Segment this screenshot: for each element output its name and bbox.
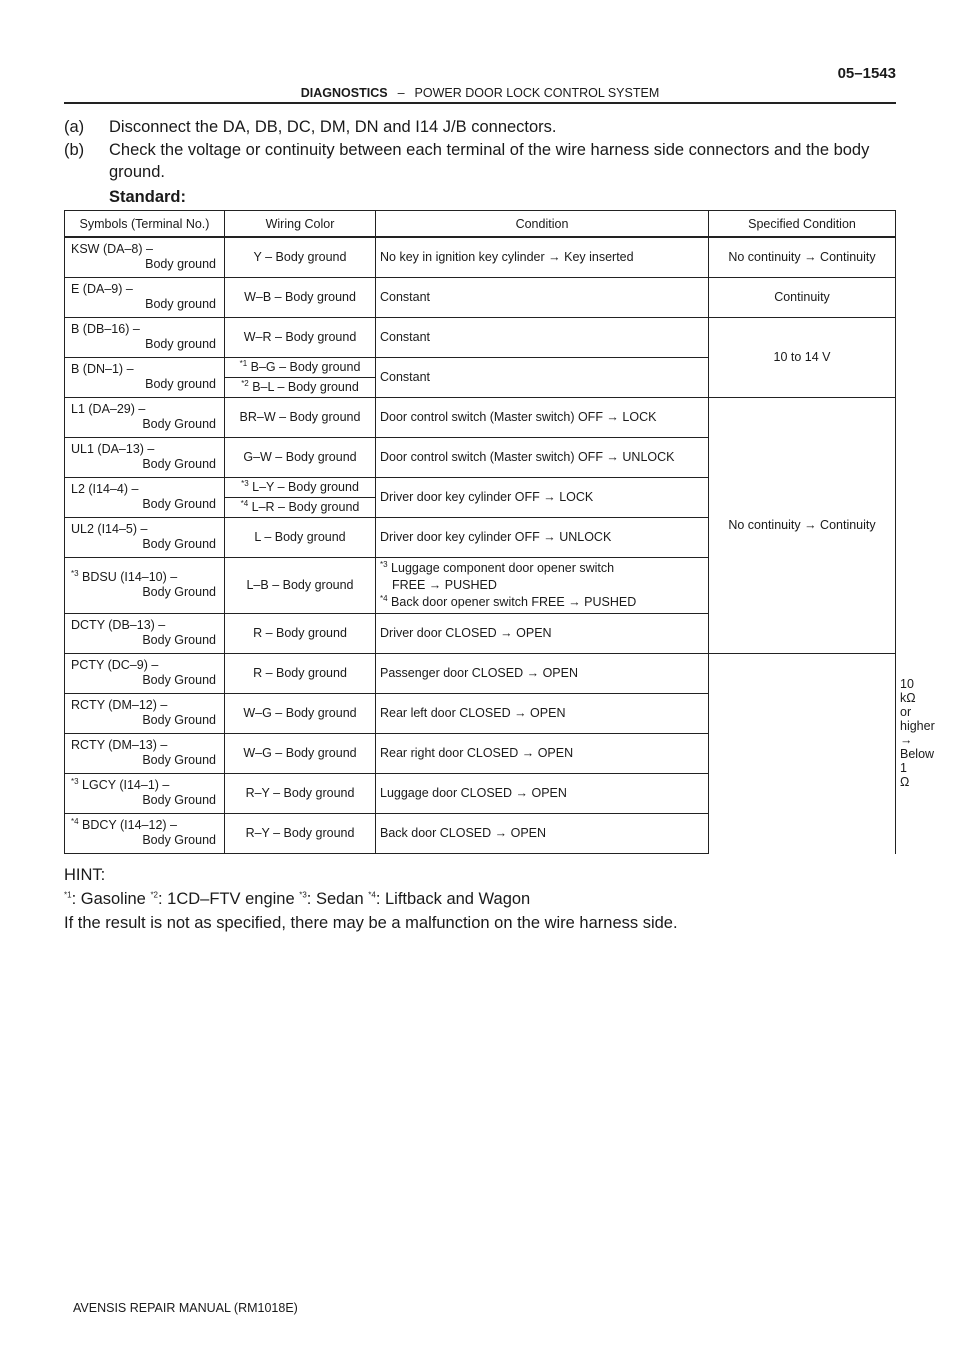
condition-cell: Back door CLOSED → OPEN	[376, 813, 709, 853]
symbol-cell: E (DA–9) – Body ground	[65, 277, 225, 317]
symbol-cell: UL2 (I14–5) – Body Ground	[65, 517, 225, 557]
step-a-text: Disconnect the DA, DB, DC, DM, DN and I14 J/B connectors.	[109, 118, 557, 136]
col-header-wiring: Wiring Color	[225, 211, 376, 238]
condition-cell: Door control switch (Master switch) OFF → LOCK	[376, 397, 709, 437]
header-subsection: POWER DOOR LOCK CONTROL SYSTEM	[414, 86, 660, 100]
wiring-cell: $^{*4}$ L–R – Body ground	[225, 497, 376, 517]
wiring-cell: Y – Body ground	[225, 237, 376, 277]
standard-label: Standard:	[109, 188, 187, 206]
condition-cell: Driver door CLOSED → OPEN	[376, 613, 709, 653]
spec-cell: 10 to 14 V	[709, 317, 896, 397]
hint-text: If the result is not as specified, there may be a malfunction on the wire harness side.	[64, 914, 678, 932]
col-header-symbols: Symbols (Terminal No.)	[65, 211, 225, 238]
symbol-cell: L2 (I14–4) – Body Ground	[65, 477, 225, 517]
table-row	[65, 733, 896, 773]
wiring-cell: $^{*2}$ B–L – Body ground	[225, 377, 376, 397]
condition-cell: Driver door key cylinder OFF → LOCK	[376, 477, 709, 517]
hint-block	[64, 863, 678, 935]
symbol-cell: DCTY (DB–13) – Body Ground	[65, 613, 225, 653]
col-header-specified: Specified Condition	[709, 211, 896, 238]
condition-cell: Constant	[376, 317, 709, 357]
symbol-cell: RCTY (DM–13) – Body Ground	[65, 733, 225, 773]
spec-cell: No continuity → Continuity	[709, 237, 896, 277]
table-row	[65, 653, 896, 693]
header-title	[64, 86, 896, 100]
table-row	[65, 773, 896, 813]
page-number: 05–1543	[837, 65, 896, 82]
page-footer: AVENSIS REPAIR MANUAL (RM1018E)	[73, 1301, 298, 1315]
condition-cell: Rear right door CLOSED → OPEN	[376, 733, 709, 773]
wiring-cell: R–Y – Body ground	[225, 813, 376, 853]
table-row	[65, 693, 896, 733]
table-row	[65, 813, 896, 853]
step-b	[64, 139, 904, 205]
wiring-cell: L–B – Body ground	[225, 557, 376, 613]
condition-cell: Driver door key cylinder OFF → UNLOCK	[376, 517, 709, 557]
wiring-cell: L – Body ground	[225, 517, 376, 557]
wiring-cell: $^{*3}$ L–Y – Body ground	[225, 477, 376, 497]
header-section: DIAGNOSTICS	[300, 86, 388, 100]
symbol-cell: KSW (DA–8) – Body ground	[65, 237, 225, 277]
symbol-cell: $^{*3}$ LGCY (I14–1) – Body Ground	[65, 773, 225, 813]
spec-cell: No continuity → Continuity	[709, 397, 896, 653]
hint-footnotes: $^{*1}$: Gasoline $^{*2}$: 1CD–FTV engine $^{*3}$: Sedan $^{*4}$: Liftback and Wagon	[64, 890, 531, 908]
symbol-cell: L1 (DA–29) – Body Ground	[65, 397, 225, 437]
step-a-label: (a)	[64, 118, 85, 136]
wiring-cell: G–W – Body ground	[225, 437, 376, 477]
step-b-text: Check the voltage or continuity between each terminal of the wire harness side connectors and the body ground.	[109, 141, 870, 181]
wiring-cell: W–G – Body ground	[225, 693, 376, 733]
table-row	[65, 317, 896, 357]
wiring-cell: W–G – Body ground	[225, 733, 376, 773]
wiring-cell: W–R – Body ground	[225, 317, 376, 357]
step-a	[64, 116, 904, 138]
table-row: DCTY (DB–13) – Body Ground R – Body ground Driver door CLOSED → OPEN 10 kΩ or higher → Below 1 Ω	[65, 613, 896, 653]
header-separator: –	[397, 86, 405, 100]
wiring-cell: W–B – Body ground	[225, 277, 376, 317]
symbol-cell: B (DB–16) – Body ground	[65, 317, 225, 357]
wiring-cell: R – Body ground	[225, 613, 376, 653]
table-header-row	[65, 211, 896, 238]
wiring-cell: R – Body ground	[225, 653, 376, 693]
wiring-cell: BR–W – Body ground	[225, 397, 376, 437]
wiring-cell: $^{*1}$ B–G – Body ground	[225, 357, 376, 377]
condition-cell: Rear left door CLOSED → OPEN	[376, 693, 709, 733]
symbol-cell: $^{*4}$ BDCY (I14–12) – Body Ground	[65, 813, 225, 853]
spec-cell: Continuity	[709, 277, 896, 317]
wiring-cell: R–Y – Body ground	[225, 773, 376, 813]
symbol-cell: RCTY (DM–12) – Body Ground	[65, 693, 225, 733]
condition-cell: No key in ignition key cylinder → Key inserted	[376, 237, 709, 277]
table-row	[65, 397, 896, 437]
condition-cell: $^{*3}$ Luggage component door opener switch FREE → PUSHED $^{*4}$ Back door opener switch FREE → PUSHED	[376, 557, 709, 613]
condition-cell: Passenger door CLOSED → OPEN	[376, 653, 709, 693]
spec-table	[64, 210, 935, 854]
page-header	[64, 84, 896, 104]
step-b-label: (b)	[64, 141, 85, 159]
condition-cell: Constant	[376, 277, 709, 317]
symbol-cell: UL1 (DA–13) – Body Ground	[65, 437, 225, 477]
condition-cell: Door control switch (Master switch) OFF → UNLOCK	[376, 437, 709, 477]
symbol-cell: PCTY (DC–9) – Body Ground	[65, 653, 225, 693]
table-row	[65, 237, 896, 277]
condition-cell: Luggage door CLOSED → OPEN	[376, 773, 709, 813]
col-header-condition: Condition	[376, 211, 709, 238]
condition-cell: Constant	[376, 357, 709, 397]
symbol-cell: B (DN–1) – Body ground	[65, 357, 225, 397]
symbol-cell: $^{*3}$ BDSU (I14–10) – Body Ground	[65, 557, 225, 613]
hint-title: HINT:	[64, 866, 106, 884]
table-row	[65, 277, 896, 317]
